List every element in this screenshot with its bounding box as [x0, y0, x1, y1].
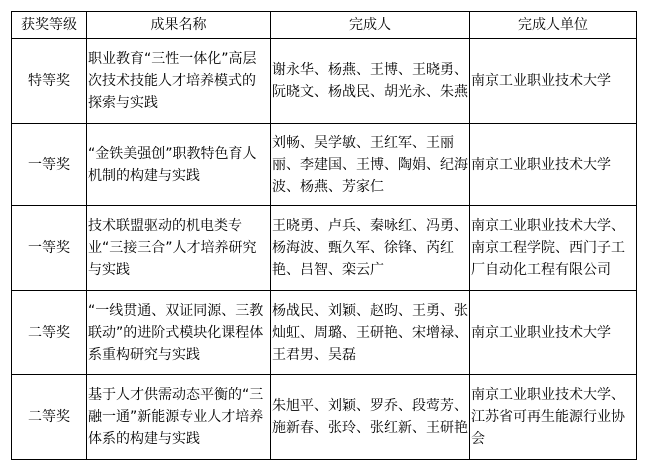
awards-table [11, 11, 637, 460]
table-header-row [12, 12, 637, 39]
contributors-cell: 王晓勇、卢兵、秦咏红、冯勇、杨海波、甄久军、徐锋、芮红艳、吕智、栾云广 [271, 206, 470, 291]
contributor-unit-cell: 南京工业职业技术大学 [470, 124, 637, 206]
table-row [12, 375, 637, 460]
award-level-cell: 二等奖 [12, 375, 87, 460]
table-row [12, 39, 637, 124]
contributors-cell: 谢永华、杨燕、王博、王晓勇、阮晓文、杨战民、胡光永、朱燕 [271, 39, 470, 124]
award-level-cell: 特等奖 [12, 39, 87, 124]
achievement-name-cell: “金铁美强创”职教特色育人机制的构建与实践 [87, 124, 271, 206]
contributors-cell: 杨战民、刘颖、赵昀、王勇、张灿虹、周璐、王研艳、宋增禄、王君男、吴磊 [271, 291, 470, 375]
table-row [12, 206, 637, 291]
achievement-name-cell: 职业教育“三性一体化”高层次技术技能人才培养模式的探索与实践 [87, 39, 271, 124]
contributors-cell: 刘畅、吴学敏、王红军、王丽丽、李建国、王博、陶娟、纪海波、杨燕、芳家仁 [271, 124, 470, 206]
header-contributor-unit: 完成人单位 [470, 12, 637, 39]
contributor-unit-cell: 南京工业职业技术大学、南京工程学院、西门子工厂自动化工程有限公司 [470, 206, 637, 291]
achievement-name-cell: “一线贯通、双证同源、三教联动”的进阶式模块化课程体系重构研究与实践 [87, 291, 271, 375]
header-contributors: 完成人 [271, 12, 470, 39]
award-level-cell: 一等奖 [12, 206, 87, 291]
contributor-unit-cell: 南京工业职业技术大学 [470, 39, 637, 124]
achievement-name-cell: 技术联盟驱动的机电类专业“三接三合”人才培养研究与实践 [87, 206, 271, 291]
award-level-cell: 一等奖 [12, 124, 87, 206]
header-award-level: 获奖等级 [12, 12, 87, 39]
achievement-name-cell: 基于人才供需动态平衡的“三融一通”新能源专业人才培养体系的构建与实践 [87, 375, 271, 460]
table-row [12, 291, 637, 375]
contributor-unit-cell: 南京工业职业技术大学、江苏省可再生能源行业协会 [470, 375, 637, 460]
contributors-cell: 朱旭平、刘颖、罗乔、段莺芳、施新春、张玲、张红新、王研艳 [271, 375, 470, 460]
header-achievement-name: 成果名称 [87, 12, 271, 39]
table-row [12, 124, 637, 206]
contributor-unit-cell: 南京工业职业技术大学 [470, 291, 637, 375]
award-level-cell: 二等奖 [12, 291, 87, 375]
